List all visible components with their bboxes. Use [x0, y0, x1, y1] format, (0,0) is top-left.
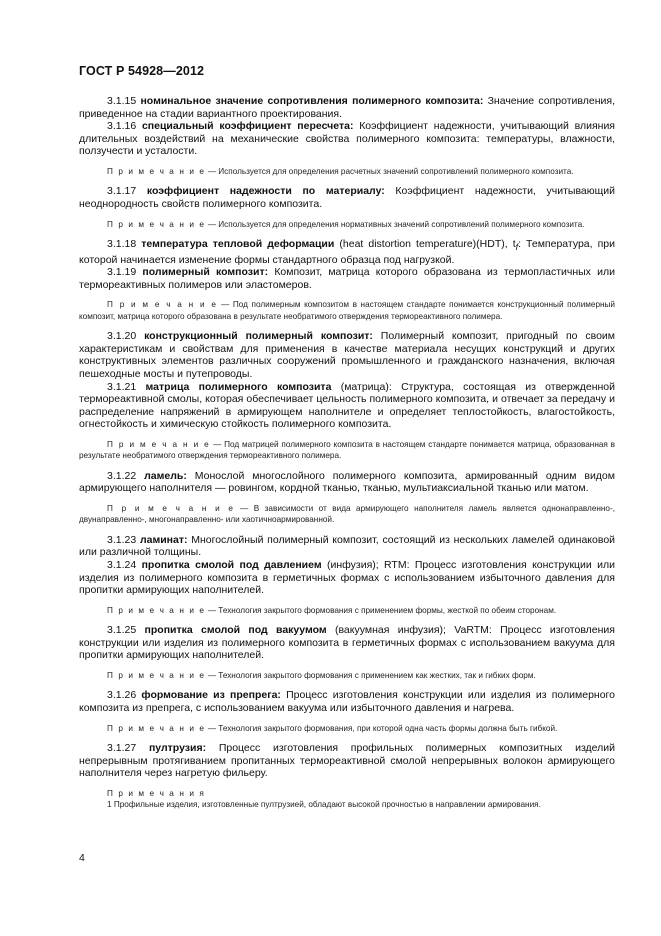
- entry-term: специальный коэффициент пересчета:: [141, 120, 354, 133]
- entry-number: 3.1.27: [107, 741, 137, 754]
- entry-number: 3.1.23: [107, 533, 137, 546]
- entry-note: П р и м е ч а н и е — Технология закрытого формования, при которой одна часть формы должна быть гибкой.: [107, 723, 558, 733]
- note-label: П р и м е ч а н и е: [107, 670, 206, 680]
- note-label: П р и м е ч а н и е: [107, 723, 206, 733]
- term-entry: [79, 185, 615, 210]
- note-label: П р и м е ч а н и е: [107, 219, 206, 229]
- entry-definition: Полимерный композит, пригодный по своим характеристикам и свойствам для применения в качестве материала несущих конструкций и других конструктивных элементов различных сооружений промышленного и гражданского назначения, включая пешеходные мосты и путепроводы.: [79, 330, 615, 381]
- note-text: Технология закрытого формования с применением как жестких, так и гибких форм.: [218, 670, 536, 680]
- term-entry: [79, 266, 615, 291]
- note-text: Используется для определения нормативных значений сопротивлений полимерного композита.: [218, 219, 585, 229]
- entry-definition: : Температура, при которой начинается изменение формы стандартного образца под нагрузкой.: [79, 237, 615, 266]
- term-entry: [79, 559, 615, 597]
- entry-number: 3.1.15: [107, 95, 137, 107]
- entry-term: матрица полимерного композита: [145, 380, 332, 393]
- term-entry: [79, 120, 615, 158]
- entry-term: полимерный композит:: [142, 266, 269, 279]
- entry-note: П р и м е ч а н и е — Технология закрытого формования с применением как жестких, так и гибких форм.: [107, 670, 536, 680]
- entry-note: П р и м е ч а н и е — Используется для определения нормативных значений сопротивлений полимерного композита.: [107, 219, 585, 229]
- entry-term: пропитка смолой под давлением: [141, 559, 322, 571]
- entry-term: ламель:: [144, 469, 187, 482]
- entry-term: пропитка смолой под вакуумом: [144, 624, 327, 637]
- note-label: П р и м е ч а н и е: [107, 605, 206, 615]
- entry-term: коэффициент надежности по материалу:: [146, 185, 385, 198]
- note-text: Технология закрытого формования с применением формы, жесткой по обеим сторонам.: [218, 605, 557, 615]
- entry-number: 3.1.24: [107, 559, 137, 571]
- term-entry: [79, 624, 615, 662]
- note-label: П р и м е ч а н и е: [107, 504, 235, 513]
- entry-definition: Монослой многослойного полимерного композита, армированный одним видом армирующего наполнителя — ровингом, кордной тканью, тканью, мультиаксиальной тканью или матом.: [79, 469, 615, 495]
- entry-definition: Процесс изготовления профильных полимерных композитных изделий непрерывным протягиванием пропитанных термореактивной смолой непрерывных волокон армирующего наполнителя через нагретую фильеру.: [79, 741, 615, 780]
- entry-definition: Многослойный полимерный композит, состоящий из нескольких ламелей одинаковой или различной толщины.: [79, 533, 616, 559]
- entry-definition: (инфузия); RTM: Процесс изготовления конструкции или изделия из полимерного композита в герметичных формах с использованием избыточного давления для пропитки армирующих наполнителей.: [79, 559, 616, 597]
- entry-note: П р и м е ч а н и е — Под матрицей полимерного композита в настоящем стандарте понимается матрица, образованная в результате необратимого отверждения термореактивного полимера.: [79, 440, 615, 461]
- entry-definition: Коэффициент надежности, учитывающий неоднородность свойств полимерного композита.: [79, 185, 615, 210]
- note-label: П р и м е ч а н и е: [107, 166, 206, 176]
- entry-definition: Процесс изготовления конструкции или изделия из полимерного композита из препрега, с использованием вакуума или избыточного давления и нагрева.: [79, 689, 615, 714]
- note-text: Используется для определения расчетных значений сопротивлений полимерного композита.: [218, 166, 574, 176]
- entry-number: 3.1.20: [107, 330, 137, 343]
- entry-number: 3.1.17: [107, 185, 137, 198]
- entry-definition: Значение сопротивления, приведенное на стадии вариантного проектирования.: [79, 95, 615, 120]
- note-text: Технология закрытого формования, при которой одна часть формы должна быть гибкой.: [218, 723, 558, 733]
- entry-term: ламинат:: [139, 533, 188, 546]
- entry-term: температура тепловой деформации: [141, 237, 335, 250]
- document-code: ГОСТ Р 54928—2012: [79, 64, 205, 78]
- term-entry: [79, 470, 615, 495]
- note-text: Под матрицей полимерного композита в настоящем стандарте понимается матрица, образованная в результате необратимого отверждения термореактивного полимера.: [79, 440, 615, 461]
- term-entry: [79, 238, 615, 266]
- notes-label: П р и м е ч а н и я: [107, 788, 206, 798]
- entry-definition: Композит, матрица которого образована из термопластичных или термореактивных полимеров или эластомеров.: [79, 266, 615, 291]
- term-entry: [79, 742, 615, 780]
- entry-number: 3.1.19: [107, 266, 137, 279]
- notes-heading: [79, 788, 615, 799]
- entry-note: П р и м е ч а н и е — Технология закрытого формования с применением формы, жесткой по обеим сторонам.: [107, 605, 557, 615]
- entry-definition: (матрица): Структура, состоящая из отвержденной термореактивной смолы, которая обеспечивает цельность полимерного композита, и отвечает за передачу и распределение напряжений в армирующем наполнителе и определяет теплостойкость, влагостойкость, огнестойкость и химическую стойкость полимерного композита.: [79, 380, 616, 431]
- entry-note: П р и м е ч а н и е — Используется для определения расчетных значений сопротивлений полимерного композита.: [107, 166, 574, 176]
- term-entry: [79, 330, 615, 380]
- notes-item: 1 Профильные изделия, изготовленные пултрузией, обладают высокой прочностью в направлении армирования.: [107, 800, 541, 810]
- term-entry: [79, 689, 615, 714]
- entry-note: П р и м е ч а н и е — В зависимости от вида армирующего наполнителя ламель является однонаправленно-, двунаправленно-, многонаправленно- или хаотичноармированной.: [79, 504, 615, 525]
- entry-term-english: (heat distortion temperature)(HDT), t: [339, 237, 516, 250]
- entry-number: 3.1.22: [107, 469, 137, 482]
- entry-definition: (вакуумная инфузия); VaRTM: Процесс изготовления конструкции или изделия из полимерного композита в герметичных формах с использованием вакуума для пропитки армирующих наполнителей.: [79, 624, 615, 662]
- entry-term: пултрузия:: [148, 741, 207, 754]
- entry-term: формование из препрега:: [141, 689, 281, 702]
- entry-number: 3.1.26: [107, 689, 137, 702]
- term-entry: [79, 534, 615, 559]
- entry-symbol-subscript: f: [515, 242, 519, 253]
- note-label: П р и м е ч а н и е: [107, 300, 218, 310]
- note-text: В зависимости от вида армирующего наполнителя ламель является однонаправленно-, двунаправленно-, многонаправленно- или хаотичноармированной.: [79, 504, 615, 525]
- entry-definition: Коэффициент надежности, учитывающий влияния длительных воздействий на механические свойства полимерного композита: температуры, влажности, ползучести и усталости.: [79, 120, 615, 158]
- entry-number: 3.1.21: [107, 380, 137, 393]
- term-entry: [79, 381, 615, 431]
- entry-term: номинальное значение сопротивления полимерного композита:: [140, 95, 484, 107]
- entry-term: конструкционный полимерный композит:: [144, 330, 373, 343]
- entry-number: 3.1.18: [107, 237, 137, 250]
- entry-note: П р и м е ч а н и е — Под полимерным композитом в настоящем стандарте понимается конструкционный полимерный композит, матрица которого образована в результате необратимого отверждения термореактивного полимера.: [79, 300, 615, 321]
- term-entry: [79, 95, 615, 120]
- note-text: Под полимерным композитом в настоящем стандарте понимается конструкционный полимерный композит, матрица которого образована в результате необратимого отверждения термореактивного полимера.: [79, 300, 615, 321]
- entry-number: 3.1.25: [107, 624, 137, 637]
- entry-number: 3.1.16: [107, 120, 137, 133]
- page-number: 4: [79, 852, 85, 864]
- document-body: [79, 95, 615, 819]
- note-label: П р и м е ч а н и е: [107, 440, 211, 449]
